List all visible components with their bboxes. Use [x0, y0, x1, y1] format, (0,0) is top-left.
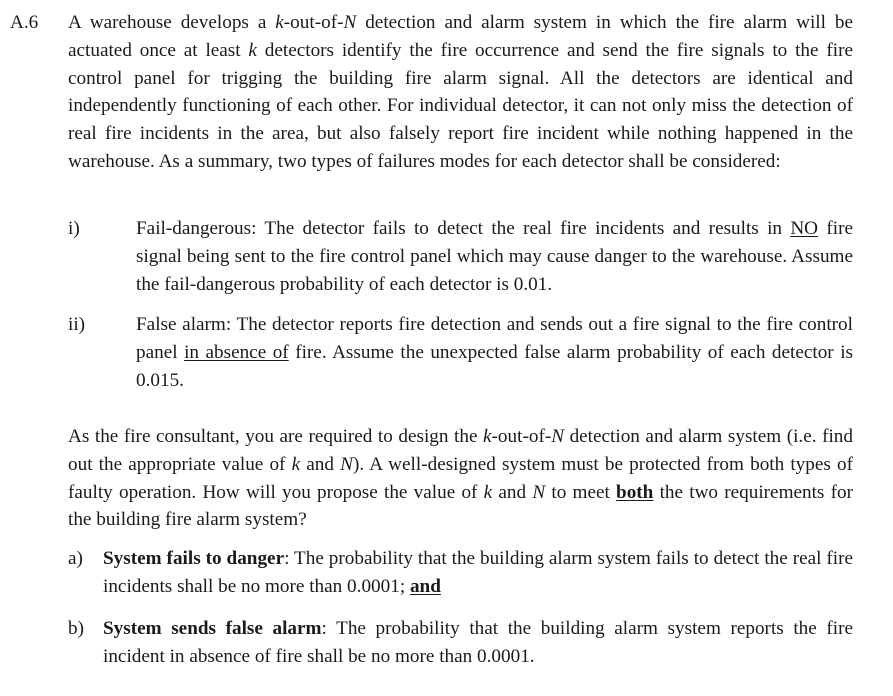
emphasis-and: and — [409, 575, 441, 597]
failure-mode-text: fire signal being sent to the fire control panel which may cause danger to the warehouse. Assume the fail-dangerous probability of each detector is 0.01. — [136, 218, 853, 295]
question-intro — [68, 9, 853, 176]
task-text: -out-of- — [491, 426, 552, 447]
variable-k: k — [248, 39, 257, 61]
requirement-text: : The probability that the building alarm system fails to detect the real fire incidents shall be no more than 0.0001; — [103, 548, 854, 597]
variable-n: N — [551, 426, 565, 447]
failure-mode-false-alarm — [136, 311, 853, 394]
intro-text: -out-of- — [283, 12, 344, 33]
requirement-fails-to-danger — [103, 545, 853, 601]
variable-k: k — [275, 12, 284, 33]
underlined-text: NO — [790, 218, 819, 239]
failure-mode-fail-dangerous — [136, 215, 853, 298]
failure-mode-text: Fail-dangerous: The detector fails to detect the real fire incidents and results in — [136, 218, 791, 239]
intro-text: detection and alarm system in which the fire alarm will be actuated once at least — [68, 12, 853, 61]
task-text: ). A well-designed system must be protected from both types of faulty operation. How will you propose the value of — [68, 453, 853, 503]
intro-text: A warehouse develops a — [68, 12, 276, 33]
task-text: to meet — [545, 481, 617, 503]
variable-n: N — [340, 453, 353, 475]
failure-mode-label: ii) — [68, 314, 86, 335]
variable-k: k — [291, 453, 301, 475]
task-paragraph — [68, 423, 853, 534]
task-text: the two requirements for the building fire alarm system? — [68, 481, 853, 531]
failure-mode-text: False alarm: The detector reports fire detection and sends out a fire signal to the fire control panel — [136, 314, 853, 363]
task-text: and — [492, 481, 533, 503]
requirement-title: System sends false alarm — [103, 618, 322, 639]
task-text: As the fire consultant, you are required to design the — [68, 426, 484, 447]
task-text: detection and alarm system (i.e. find out the appropriate value of — [68, 426, 853, 475]
intro-text: detectors identify the fire occurrence and send the fire signals to the fire control panel for trigging the building fire alarm signal. All the detectors are identical and independently functioning of each other. For individual detector, it can not only miss the detection of real fire incidents in the area, but also falsely report fire incident while nothing happened in the warehouse. As a summary, two types of failures modes for each detector shall be considered: — [68, 39, 853, 172]
requirement-label: a) — [68, 548, 83, 569]
variable-k: k — [483, 426, 492, 447]
underlined-text: in absence of — [184, 341, 289, 363]
requirement-false-alarm — [103, 615, 853, 671]
requirement-title: System fails to danger — [103, 548, 285, 569]
task-text: and — [300, 453, 341, 475]
variable-n: N — [343, 12, 357, 33]
variable-n: N — [532, 481, 546, 503]
emphasis-both: both — [616, 481, 654, 503]
requirement-label: b) — [68, 618, 84, 639]
variable-k: k — [483, 481, 493, 503]
question-number: A.6 — [10, 12, 39, 33]
requirement-text: : The probability that the building alarm system reports the fire incident in absence of fire shall be no more than 0.0001. — [103, 618, 854, 667]
failure-mode-label: i) — [68, 218, 80, 239]
failure-mode-text: fire. Assume the unexpected false alarm probability of each detector is 0.015. — [136, 341, 853, 391]
